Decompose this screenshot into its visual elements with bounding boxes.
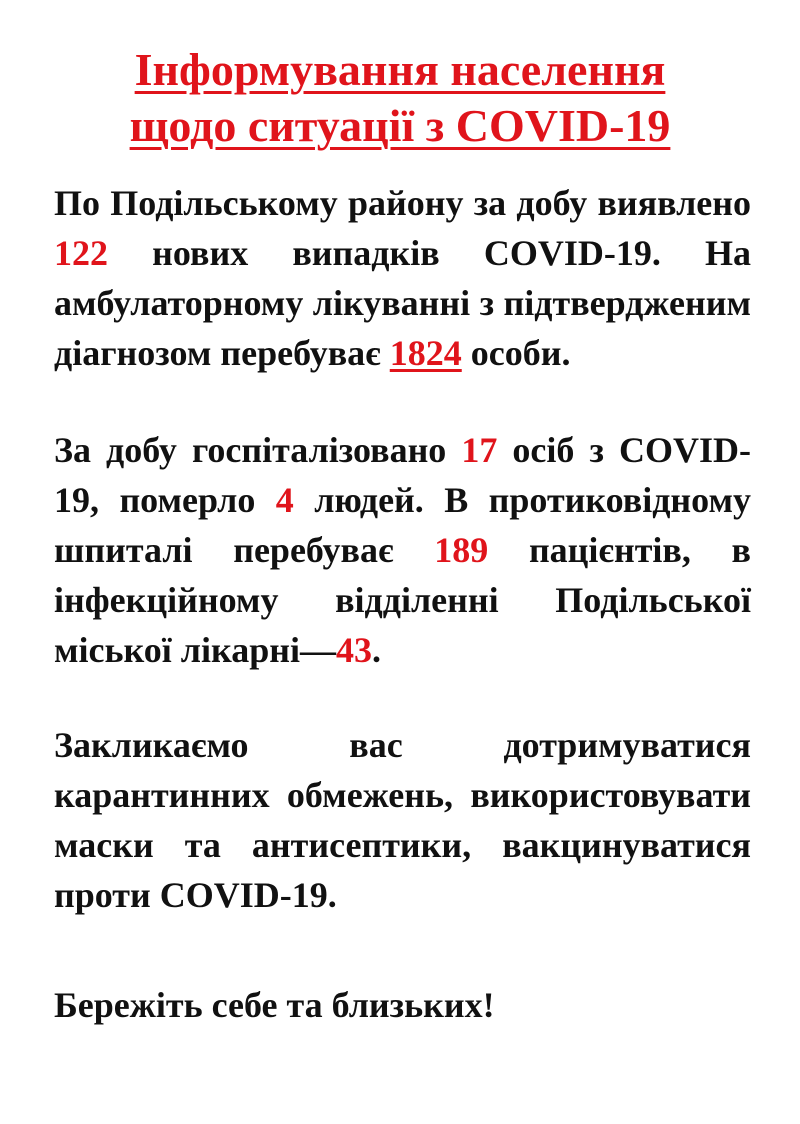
p1-text-1: По Подільському району за добу виявлено <box>54 183 751 223</box>
new-cases-count: 122 <box>54 233 108 273</box>
covid-hospital-count: 189 <box>434 530 489 570</box>
infectious-ward-count: 43 <box>335 630 372 670</box>
p2-text-2: осіб з COVID-19, померло <box>54 430 751 520</box>
closing-line: Бережіть себе та близьких! <box>54 985 495 1025</box>
appeal-paragraph: Закликаємо вас дотримуватися карантинних обмежень, використовувати маски та антисептики, вакцинуватися проти COVID-19. <box>54 725 751 915</box>
hospitalized-count: 17 <box>461 430 498 470</box>
p1-text-3: особи. <box>461 333 571 373</box>
p2-text-1: За добу госпіталізовано <box>54 430 462 470</box>
title-line-1: Інформування населення <box>134 44 666 95</box>
deaths-count: 4 <box>275 480 294 520</box>
p1-text-2: нових випадків COVID-19. На амбулаторному лікуванні з підтвердженим діагнозом перебуває <box>54 233 751 373</box>
outpatients-count: 1824 <box>389 333 462 373</box>
new-cases-paragraph <box>54 178 751 378</box>
p2-text-3: людей. В протиковідному шпиталі перебуває <box>54 480 751 570</box>
p2-text-5: . <box>371 630 381 670</box>
hospitalization-paragraph <box>54 425 751 675</box>
title-line-2: щодо ситуації з COVID-19 <box>129 100 671 151</box>
p2-text-4: пацієнтів, в інфекційному відділенні Подільської міської лікарні— <box>54 530 751 670</box>
page-title <box>40 42 760 154</box>
